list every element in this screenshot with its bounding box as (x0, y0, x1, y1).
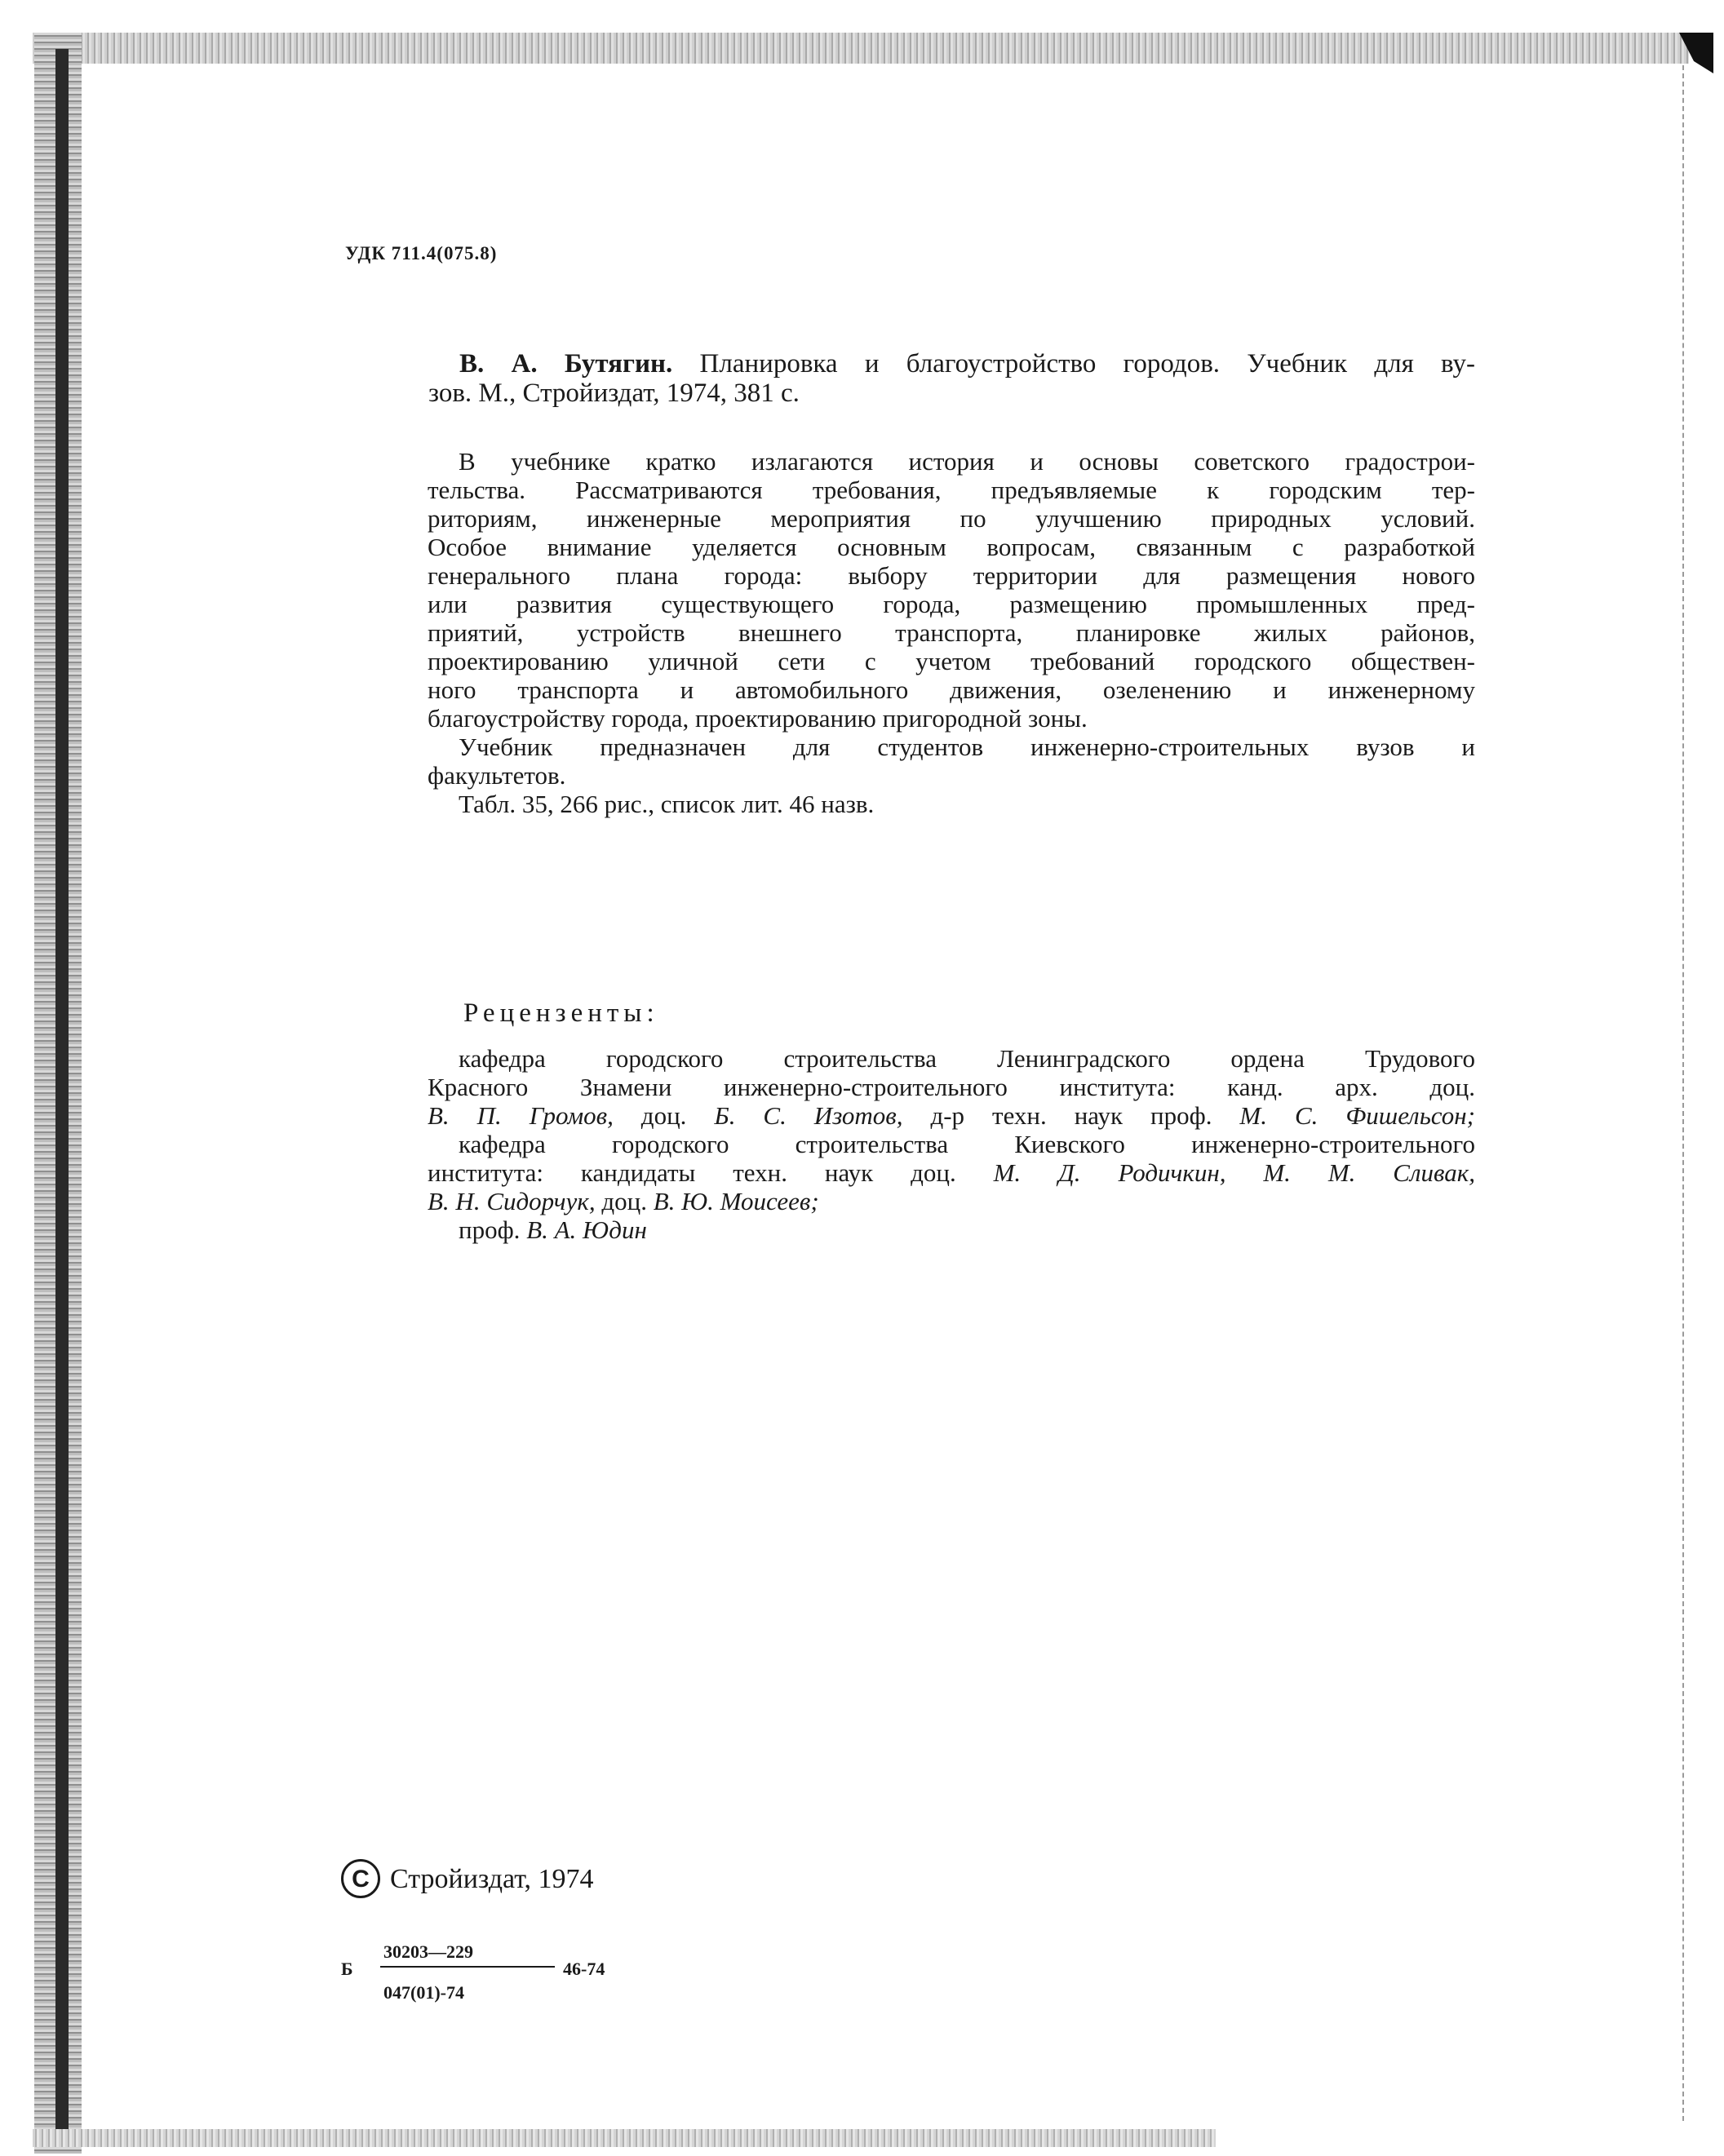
publication-code-denominator: 047(01)-74 (383, 1982, 464, 2003)
reviewer-title: д-р техн. наук проф. (902, 1101, 1240, 1130)
abstract-line: ного транспорта и автомобильного движения, озеленению и инженерному (428, 675, 1475, 704)
abstract-line: тельства. Рассматриваются требования, предъявляемые к городским тер- (428, 476, 1475, 504)
reviewer-title: проф. (459, 1215, 527, 1244)
bibliographic-reference (428, 349, 1475, 408)
audience-line: Учебник предназначен для студентов инженерно-строительных вузов и (459, 733, 1475, 761)
reviewers-title: Рецензенты: (463, 998, 659, 1028)
reviewer-line: кафедра городского строительства Ленинградского ордена Трудового (459, 1044, 1475, 1073)
udk-code: УДК 711.4(075.8) (345, 243, 498, 263)
reference-author: В. А. Бутягин. (459, 349, 673, 379)
abstract-line: генерального плана города: выбору территории для размещения нового (428, 561, 1475, 590)
reviewers-list (428, 1044, 1475, 1244)
reviewer-line (428, 1215, 1475, 1244)
reviewer-name: В. А. Юдин (526, 1215, 647, 1244)
reference-imprint: зов. М., Стройиздат, 1974, 381 с. (428, 379, 800, 408)
reviewer-name: М. С. Фишельсон; (1239, 1101, 1475, 1130)
reference-title: Планировка и благоустройство городов. Учебник для ву- (672, 349, 1475, 379)
scan-border-top (33, 33, 1689, 64)
abstract-line: или развития существующего города, размещению промышленных пред- (428, 590, 1475, 618)
copyright-icon: C (341, 1859, 380, 1898)
abstract-line: Особое внимание уделяется основным вопросам, связанным с разработкой (428, 533, 1475, 561)
scan-border-right (1682, 65, 1687, 2121)
reviewer-line (428, 1101, 1475, 1130)
reviewer-line: кафедра городского строительства Киевского инженерно-строительного (459, 1130, 1475, 1158)
copyright-notice (341, 1859, 594, 1898)
reviewer-line (428, 1158, 1475, 1187)
scan-binding-shadow (55, 49, 69, 2137)
abstract-line: В учебнике кратко излагаются история и основы советского градострои- (459, 447, 1475, 476)
publication-code-suffix: 46-74 (563, 1959, 605, 1979)
reviewer-line: Красного Знамени инженерно-строительного института: канд. арх. доц. (428, 1073, 1475, 1101)
reviewer-name: М. Д. Родичкин, М. М. Сливак, (993, 1158, 1475, 1187)
abstract-line: проектированию уличной сети с учетом требований городского обществен- (428, 647, 1475, 675)
abstract-line: благоустройству города, проектированию пригородной зоны. (428, 704, 1088, 733)
audience-line: факультетов. (428, 761, 566, 790)
reviewer-line (428, 1187, 1475, 1215)
scan-border-bottom (33, 2129, 1216, 2147)
publication-code-fraction-bar (380, 1966, 555, 1968)
publication-code-letter: Б (341, 1959, 353, 1979)
reviewer-title: доц. (595, 1187, 654, 1215)
reviewer-name: В. Н. Сидорчук, (428, 1187, 596, 1215)
copyright-text: Стройиздат, 1974 (390, 1863, 594, 1894)
reviewer-name: Б. С. Изотов, (714, 1101, 903, 1130)
abstract-line: риториям, инженерные мероприятия по улучшению природных условий. (428, 504, 1475, 533)
reviewer-title: института: кандидаты техн. наук доц. (428, 1158, 994, 1187)
abstract (428, 447, 1475, 818)
reviewer-title: доц. (613, 1101, 715, 1130)
reviewer-name: В. П. Громов, (428, 1101, 614, 1130)
publication-code-numerator: 30203—229 (383, 1941, 473, 1962)
abstract-line: приятий, устройств внешнего транспорта, планировке жилых районов, (428, 618, 1475, 647)
reviewer-name: В. Ю. Моисеев; (653, 1187, 819, 1215)
abstract-stats: Табл. 35, 266 рис., список лит. 46 назв. (459, 790, 875, 818)
